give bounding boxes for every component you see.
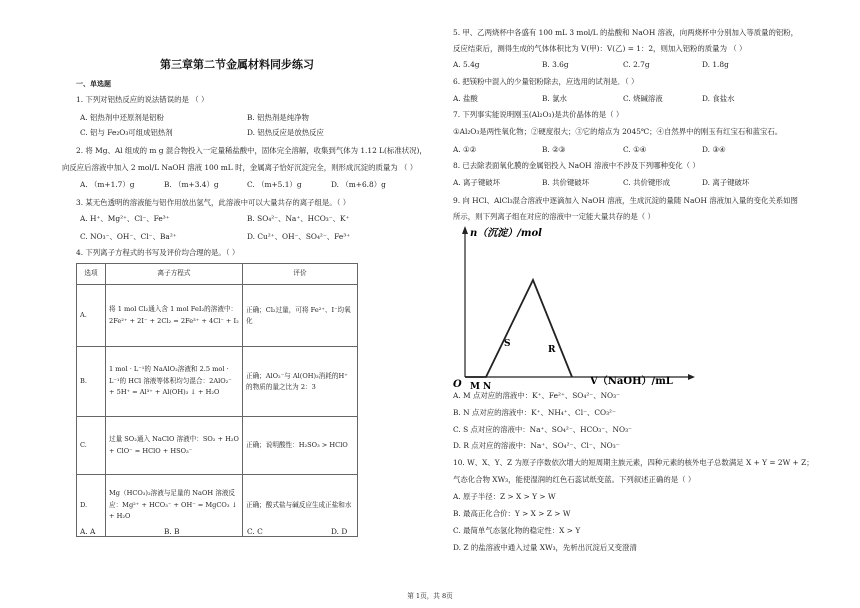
question-line: 4. 下列离子方程式的书写及评价均合理的是。（ ） — [76, 248, 240, 257]
question-line: 3. 某无色透明的溶液能与铝作用放出氢气，此溶液中可以大量共存的离子组是。（ ） — [76, 198, 351, 207]
page-title: 第三章第二节金属材料同步练习 — [160, 58, 314, 71]
question-line: C. 铝与 Fe₂O₃可组成铝热剂 — [80, 128, 173, 137]
question-line: D. 1.8g — [702, 60, 729, 69]
question-line: B. 铝热剂是纯净物 — [247, 113, 309, 122]
table-header-equation: 离子方程式 — [106, 264, 243, 285]
question-line: C. 烧碱溶液 — [623, 94, 663, 103]
table-cell-equation: 1 mol · L⁻¹的 NaAlO₂溶液和 2.5 mol · L⁻¹的 HCl 溶液等体积均匀混合：2AlO₂⁻ + 5H⁺ = Al³⁺ + Al(OH)₃ ↓ + H₂O — [106, 347, 243, 417]
question-line: D. 铝热反应是放热反应 — [247, 128, 324, 137]
table-cell-option: A. — [77, 285, 106, 347]
question-line: 气态化合物 XW₃，能使湿润的红色石蕊试纸变蓝。下列叙述正确的是（ ） — [453, 475, 696, 484]
question-line: D. （m+6.8）g — [331, 180, 386, 189]
table-row — [77, 285, 358, 347]
table-cell-equation: 将 1 mol Cl₂通入含 1 mol FeI₂的溶液中：2Fe²⁺ + 2I⁻ + 2Cl₂ = 2Fe³⁺ + 4Cl⁻ + I₂ — [106, 285, 243, 347]
question-line: 10. W、X、Y、Z 为原子序数依次增大的短周期主族元素，四种元素的核外电子总数满足 X + Y = 2W + Z； — [453, 458, 814, 467]
question-line: 1. 下列对铝热反应的说法错误的是 （ ） — [76, 95, 209, 104]
x-axis-label: V（NaOH）/mL — [590, 376, 673, 387]
y-axis-label: n（沉淀）/mol — [470, 228, 542, 239]
question-line: ①Al₂O₃是两性氧化物；②硬度很大；③它的熔点为 2045℃；④自然界中的刚玉有红宝石和蓝宝石。 — [453, 127, 783, 136]
question-line: D. 食盐水 — [702, 94, 735, 103]
question-line: D. Cu²⁺、OH⁻、SO₄²⁻、Fe³⁺ — [247, 232, 351, 241]
question-line: D. ③④ — [702, 145, 726, 154]
point-m-label: M — [470, 382, 480, 390]
curve — [465, 280, 572, 377]
question-line: D. R 点对应的溶液中：Na⁺、SO₄²⁻、Cl⁻、NO₃⁻ — [453, 441, 620, 450]
table-cell-option: C. — [77, 417, 106, 475]
point-s-label: S — [504, 339, 511, 349]
page-footer: 第 1页，共 8页 — [407, 592, 453, 600]
table-cell-evaluation: 正确；AlO₂⁻与 Al(OH)₃消耗的H⁺的物质的量之比为 2：3 — [243, 347, 358, 417]
question-line: C. NO₃⁻、OH⁻、Cl⁻、Ba²⁺ — [80, 232, 177, 241]
question-line: B. 3.6g — [542, 60, 569, 69]
question-line: C. （m+5.1）g — [247, 180, 302, 189]
table-cell-option: D. — [77, 475, 106, 537]
question-line: B. 最高正化合价：Y > X > Z > W — [453, 509, 571, 518]
precipitate-graph — [450, 222, 700, 390]
question-line: B. （m+3.4）g — [164, 180, 219, 189]
question-line: A. 离子键破坏 — [453, 178, 500, 187]
table-cell-equation: 过量 SO₂通入 NaClO 溶液中：SO₂ + H₂O + ClO⁻ = HClO + HSO₃⁻ — [106, 417, 243, 475]
answer-option: C. C — [247, 527, 263, 536]
question-line: A. 原子半径：Z > X > Y > W — [453, 492, 556, 501]
question-line: C. 2.7g — [623, 60, 650, 69]
question-line: 反应结束后，测得生成的气体体积比为 V(甲)：V(乙) = 1：2，则加入铝粉的质量为 （ ） — [453, 44, 747, 53]
point-n-label: N — [483, 382, 492, 390]
y-axis-arrow — [462, 226, 468, 234]
point-r-label: R — [548, 345, 556, 355]
origin-label: O — [453, 379, 462, 390]
question-line: A. M 点对应的溶液中：K⁺、Fe²⁺、SO₄²⁻、NO₃⁻ — [453, 391, 620, 400]
x-axis-arrow — [688, 374, 695, 380]
q4-table — [76, 263, 358, 537]
question-line: C. S 点对应的溶液中：Na⁺、SO₄²⁻、HCO₃⁻、NO₃⁻ — [453, 425, 632, 434]
answer-option: A. A — [80, 527, 96, 536]
question-line: B. ②③ — [542, 145, 566, 154]
question-line: 向反应后溶液中加入 2 mol/L NaOH 溶液 100 mL 时，金属离子恰好沉淀完全，则形成沉淀的质量为 （ ） — [62, 163, 418, 172]
table-cell-evaluation: 正确；酸式盐与碱反应生成正盐和水 — [243, 475, 358, 537]
question-line: B. 氯水 — [542, 94, 567, 103]
question-line: 8. 已去除表面氧化膜的金属铝投入 NaOH 溶液中不涉及下列哪种变化（ ） — [453, 161, 700, 170]
question-line: D. 离子键破坏 — [702, 178, 750, 187]
table-row — [77, 347, 358, 417]
question-line: 6. 把镁粉中混入的少量铝粉除去，应选用的试剂是．（ ） — [453, 77, 639, 86]
question-line: A. 5.4g — [453, 60, 480, 69]
question-line: 7. 下列事实能说明刚玉(Al₂O₃)是共价晶体的是（ ） — [453, 110, 624, 119]
table-row — [77, 417, 358, 475]
question-line: C. 最简单气态氢化物的稳定性：X > Y — [453, 526, 581, 535]
question-line: C. ①④ — [623, 145, 647, 154]
question-line: A. （m+1.7）g — [80, 180, 135, 189]
question-line: B. 共价键破坏 — [542, 178, 590, 187]
question-line: 2. 将 Mg、Al 组成的 m g 混合物投入一定量稀盐酸中，固体完全溶解，收集到气体为 1.12 L(标准状况)， — [76, 146, 427, 155]
table-row — [77, 475, 358, 537]
answer-option: D. D — [331, 527, 348, 536]
question-line: 9. 向 HCl、AlCl₃混合溶液中逐滴加入 NaOH 溶液，生成沉淀的量随 NaOH 溶液加入量的变化关系如图 — [453, 196, 798, 205]
table-cell-option: B. — [77, 347, 106, 417]
question-line: A. H⁺、Mg²⁺、Cl⁻、Fe³⁺ — [80, 214, 170, 223]
table-header-evaluation: 评价 — [243, 264, 358, 285]
answer-option: B. B — [164, 527, 180, 536]
question-line: C. 共价键形成 — [623, 178, 671, 187]
question-line: D. Z 的盐溶液中通入过量 XW₃，先析出沉淀后又变澄清 — [453, 543, 637, 552]
section-heading: 一、单选题 — [76, 80, 111, 88]
table-cell-equation: Mg（HCO₃)₂溶液与足量的 NaOH 溶液反应：Mg²⁺ + HCO₃⁻ + OH⁻ = MgCO₃ ↓ + H₂O — [106, 475, 243, 537]
table-cell-evaluation: 正确；说明酸性：H₂SO₃ > HClO — [243, 417, 358, 475]
question-line: 5. 甲、乙两烧杯中各盛有 100 mL 3 mol/L 的盐酸和 NaOH 溶液，向两烧杯中分别加入等质量的铝粉， — [453, 28, 799, 37]
question-line: A. 铝热剂中还原剂是铝粉 — [80, 113, 164, 122]
question-line: B. N 点对应的溶液中：K⁺、NH₄⁺、Cl⁻、CO₃²⁻ — [453, 408, 616, 417]
question-line: 所示，则下列离子组在对应的溶液中一定能大量共存的是（ ） — [453, 212, 655, 221]
question-line: A. 盐酸 — [453, 94, 478, 103]
question-line: B. SO₄²⁻、Na⁺、HCO₃⁻、K⁺ — [247, 214, 350, 223]
table-cell-evaluation: 正确；Cl₂过量，可将 Fe²⁺、I⁻均氧化 — [243, 285, 358, 347]
question-line: A. ①② — [453, 145, 477, 154]
table-header-option: 选项 — [77, 264, 106, 285]
